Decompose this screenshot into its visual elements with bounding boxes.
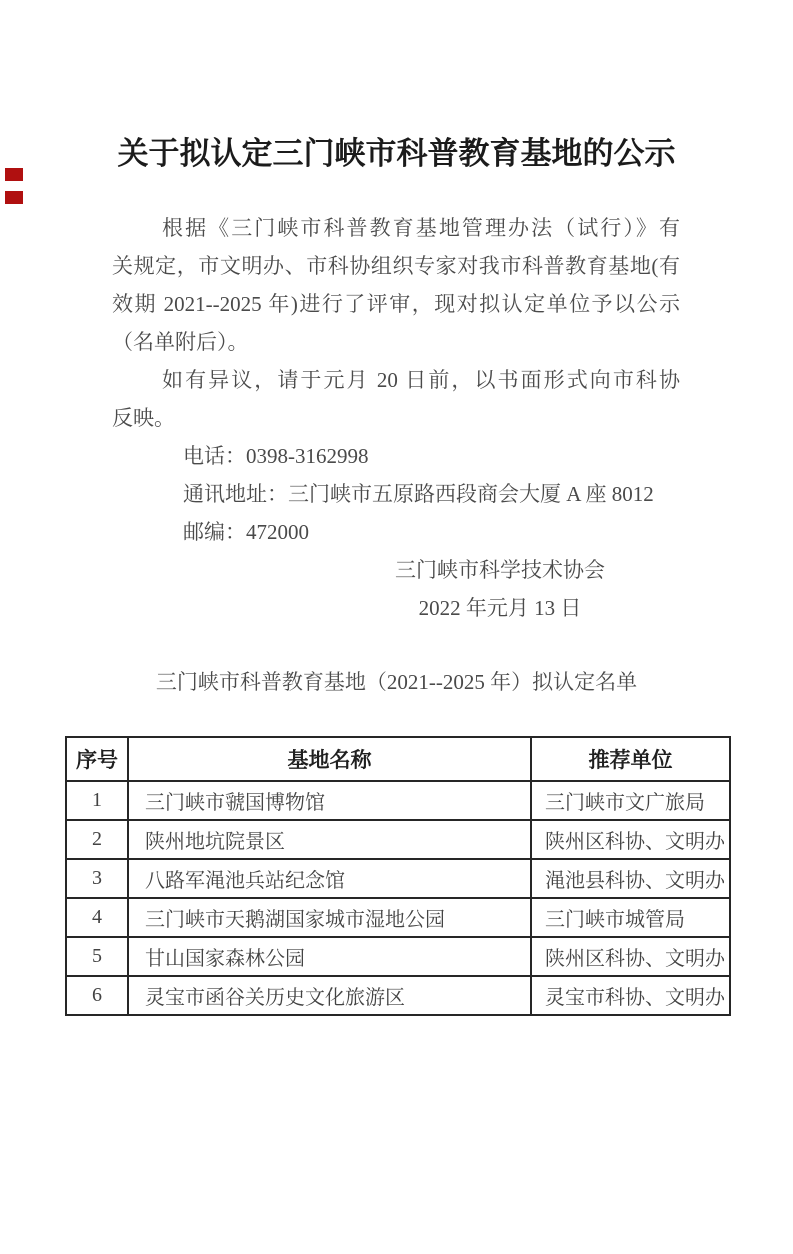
row-recommender: 灵宝市科协、文明办 — [531, 976, 730, 1015]
signature-date: 2022 年元月 13 日 — [418, 596, 582, 620]
row-recommender: 渑池县科协、文明办 — [531, 859, 730, 898]
body-line: 关规定，市文明办、市科协组织专家对我市科普教育基地(有 — [112, 254, 680, 278]
row-recommender: 陕州区科协、文明办 — [531, 820, 730, 859]
table-row — [66, 859, 730, 898]
row-index: 3 — [66, 859, 128, 898]
table-header-index: 序号 — [66, 737, 128, 781]
row-recommender: 三门峡市文广旅局 — [531, 781, 730, 820]
document-page — [0, 132, 793, 1254]
document-title: 关于拟认定三门峡市科普教育基地的公示 — [117, 136, 676, 171]
signature-block — [270, 551, 730, 627]
contact-address: 通讯地址：三门峡市五原路西段商会大厦 A 座 8012 — [183, 482, 654, 506]
table-header-recommender: 推荐单位 — [531, 737, 730, 781]
red-corner-mark-bottom — [5, 191, 23, 204]
contact-phone: 电话：0398-3162998 — [183, 444, 369, 468]
body-line: （名单附后）。 — [112, 330, 249, 354]
contact-postcode: 邮编：472000 — [183, 520, 309, 544]
red-corner-mark-top — [5, 168, 23, 181]
body-line: 反映。 — [112, 406, 175, 430]
table-row — [66, 976, 730, 1015]
table-caption: 三门峡市科普教育基地（2021--2025 年）拟认定名单 — [155, 670, 638, 694]
table-header-row — [66, 737, 730, 781]
row-index: 5 — [66, 937, 128, 976]
row-recommender: 三门峡市城管局 — [531, 898, 730, 937]
signature-org: 三门峡市科学技术协会 — [395, 558, 605, 582]
body-line: 如有异议，请于元月 20 日前，以书面形式向市科协 — [162, 368, 680, 392]
row-base-name: 八路军渑池兵站纪念馆 — [128, 859, 531, 898]
row-index: 1 — [66, 781, 128, 820]
row-base-name: 灵宝市函谷关历史文化旅游区 — [128, 976, 531, 1015]
base-list-table — [65, 736, 731, 1016]
row-index: 6 — [66, 976, 128, 1015]
row-base-name: 甘山国家森林公园 — [128, 937, 531, 976]
document-body — [76, 209, 725, 1016]
table-row — [66, 937, 730, 976]
row-base-name: 陕州地坑院景区 — [128, 820, 531, 859]
table-header-base-name: 基地名称 — [128, 737, 531, 781]
row-base-name: 三门峡市虢国博物馆 — [128, 781, 531, 820]
row-base-name: 三门峡市天鹅湖国家城市湿地公园 — [128, 898, 531, 937]
body-line: 效期 2021--2025 年)进行了评审，现对拟认定单位予以公示 — [112, 292, 680, 316]
body-line: 根据《三门峡市科普教育基地管理办法（试行）》有 — [162, 216, 680, 240]
row-recommender: 陕州区科协、文明办 — [531, 937, 730, 976]
table-row — [66, 820, 730, 859]
row-index: 2 — [66, 820, 128, 859]
table-row — [66, 898, 730, 937]
row-index: 4 — [66, 898, 128, 937]
table-row — [66, 781, 730, 820]
